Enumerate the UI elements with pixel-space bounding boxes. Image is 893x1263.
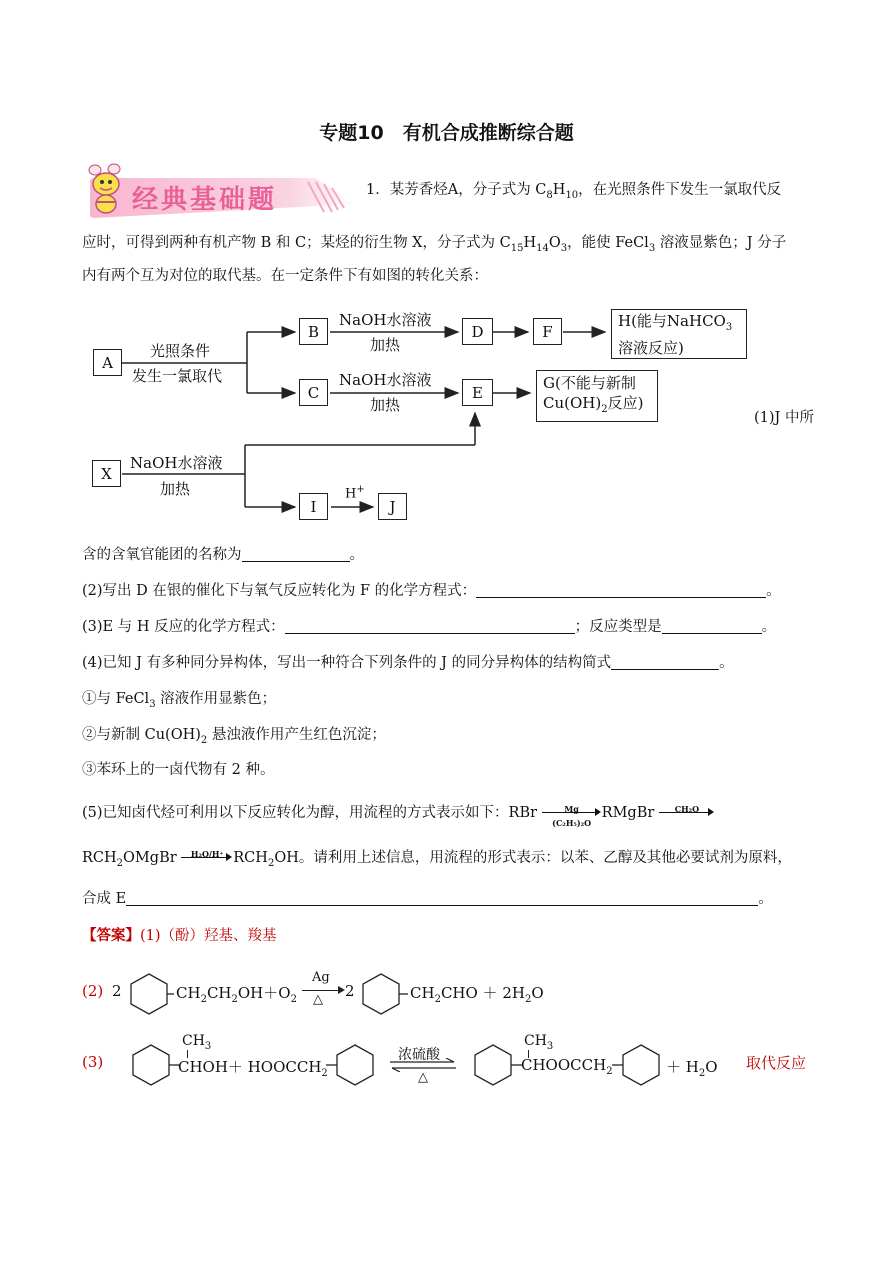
q1-part4: (4)已知 J 有多种同分异构体，写出一种符合下列条件的 J 的同分异构体的结构简式 。 bbox=[82, 655, 734, 671]
answer-3-product: $CHOOCCH_2$ bbox=[521, 1056, 613, 1077]
answer-3-condition: 浓硫酸 bbox=[398, 1047, 440, 1063]
q1-line3: 内有两个互为对位的取代基。在一定条件下有如图的转化关系： bbox=[82, 268, 488, 284]
answer-3-reaction-type: 取代反应 bbox=[746, 1054, 807, 1072]
svg-text:经典基础题: 经典基础题 bbox=[132, 185, 278, 215]
answer-label: 【答案】 bbox=[82, 927, 140, 944]
answer-2-reactant: $CH_2CH_2OH+O_2$ bbox=[176, 984, 297, 1005]
answer-2-coef2: 2 bbox=[345, 982, 355, 1000]
answer-3-heat: △ bbox=[418, 1070, 428, 1085]
answer-2-heat: △ bbox=[313, 992, 323, 1007]
node-B: B bbox=[299, 318, 328, 345]
benzene-ring-icon bbox=[468, 1041, 522, 1087]
node-E: E bbox=[462, 379, 493, 406]
q1-part5-line1: (5)已知卤代烃可利用以下反应转化为醇，用流程的方式表示如下：RBr Mg (C₂H₅)₂O RMgBr CH₂O bbox=[82, 803, 715, 823]
condition-2: ②与新制 $Cu(OH)_2$ 悬浊液作用产生红色沉淀； bbox=[82, 727, 386, 746]
node-C: C bbox=[299, 379, 328, 406]
node-I: I bbox=[299, 493, 328, 520]
cond-heat-ce: 加热 bbox=[370, 396, 401, 414]
benzene-ring-icon bbox=[356, 970, 408, 1016]
cond-light-bottom: 发生一氯取代 bbox=[132, 367, 223, 385]
cond-heat-bd: 加热 bbox=[370, 336, 401, 354]
condition-3: ③苯环上的一卤代物有 2 种。 bbox=[82, 762, 275, 778]
q1-part3: (3)E 与 H 反应的化学方程式： ；反应类型是 。 bbox=[82, 619, 777, 635]
node-A: A bbox=[93, 349, 122, 376]
answer-3-number: (3) bbox=[82, 1053, 104, 1071]
answer-3-water: ＋ $H_2O$ bbox=[666, 1058, 718, 1079]
answer-1: 【答案】(1)（酚）羟基、羧基 bbox=[82, 927, 277, 944]
section-banner bbox=[80, 160, 355, 220]
page-title: 专题10 有机合成推断综合题 bbox=[319, 122, 574, 144]
benzene-ring-icon bbox=[124, 970, 174, 1016]
answer-2-product: $CH_2CHO + 2H_2O$ bbox=[410, 984, 544, 1005]
q1-part5-line3: 合成 E 。 bbox=[82, 891, 773, 907]
cond-naoh-bd: NaOH水溶液 bbox=[339, 311, 432, 329]
answer-2-arrowhead bbox=[338, 986, 345, 994]
cond-light-top: 光照条件 bbox=[150, 342, 211, 360]
answer-2-arrow bbox=[302, 990, 342, 991]
cond-hplus: H+ bbox=[345, 484, 365, 502]
condition-1: ①与 FeCl$_3$ 溶液作用显紫色； bbox=[82, 691, 277, 710]
node-H: H(能与NaHCO$_3$ 溶液反应) bbox=[611, 309, 747, 359]
benzene-ring-icon bbox=[326, 1041, 380, 1087]
answer-2-catalyst: Ag bbox=[312, 970, 330, 985]
answer-3-methyl-2: $CH_3$ bbox=[524, 1033, 554, 1052]
answer-3-methyl-1: $CH_3$ bbox=[182, 1033, 212, 1052]
answer-2-coef: 2 bbox=[112, 982, 122, 1000]
node-G: G(不能与新制 $Cu(OH)_2$反应) bbox=[536, 370, 658, 422]
q1-part1: 含的含氧官能团的名称为 。 bbox=[82, 547, 364, 563]
node-J: J bbox=[378, 493, 407, 520]
q1-part1-tail: (1)J 中所 bbox=[754, 410, 814, 426]
q1-part2: (2)写出 D 在银的催化下与氧气反应转化为 F 的化学方程式： 。 bbox=[82, 583, 781, 599]
q1-line1: 1．某芳香烃A，分子式为 $C_8H_{10}$，在光照条件下发生一氯取代反 bbox=[366, 182, 782, 201]
cond-naoh-ce: NaOH水溶液 bbox=[339, 371, 432, 389]
cond-naoh-x: NaOH水溶液 bbox=[130, 454, 223, 472]
q1-line2: 应时，可得到两种有机产物 B 和 C；某烃的衍生物 X，分子式为 $C_{15}H_{14}O_3$，能使 FeCl$_3$ 溶液显紫色；J 分子 bbox=[82, 235, 787, 254]
node-X: X bbox=[92, 460, 121, 487]
node-F: F bbox=[533, 318, 562, 345]
benzene-ring-icon bbox=[126, 1041, 180, 1087]
node-D: D bbox=[462, 318, 493, 345]
cond-heat-x: 加热 bbox=[160, 480, 191, 498]
answer-3-reactant: CHOH＋ $HOOCCH_2$ bbox=[178, 1058, 328, 1079]
q1-part5-line2: $RCH_2OMgBr$ H₂O/H⁺ $RCH_2OH$。请利用上述信息，用流程的形式表示：以苯、乙醇及其他必要试剂为原料， bbox=[82, 849, 792, 869]
answer-2-number: (2) bbox=[82, 982, 104, 1000]
benzene-ring-icon bbox=[612, 1041, 666, 1087]
